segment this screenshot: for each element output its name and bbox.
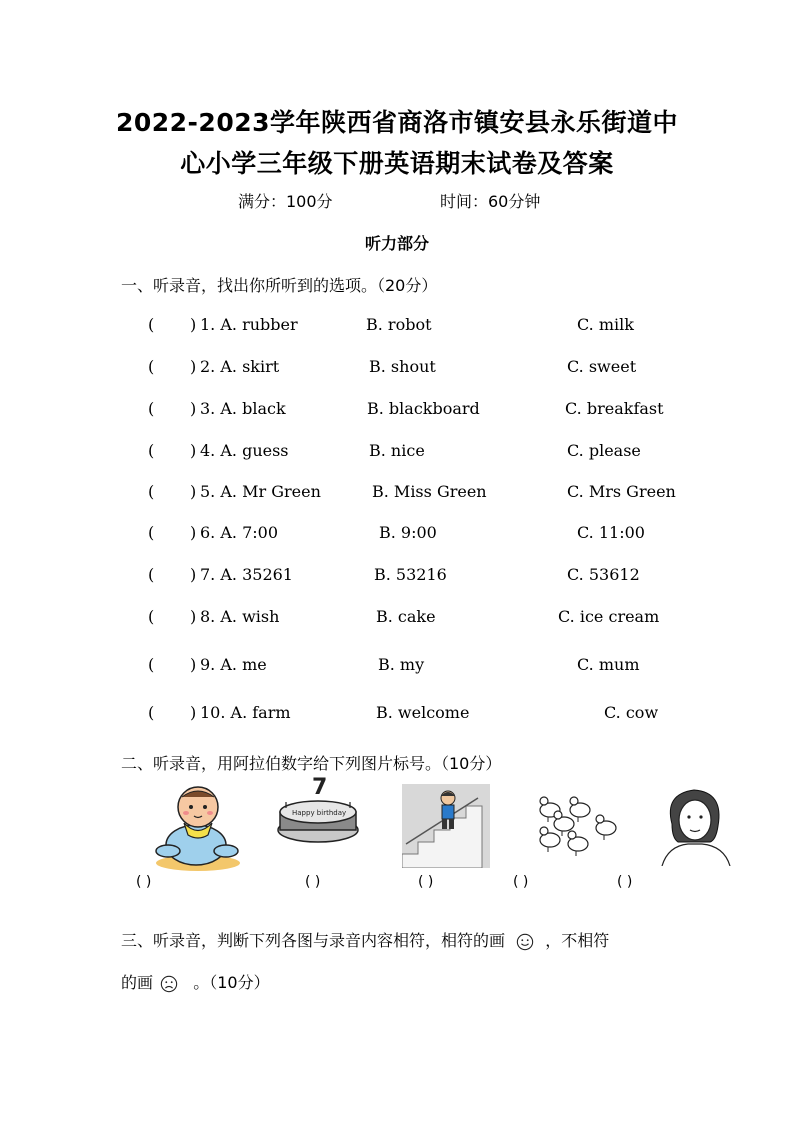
option-b: B. robot <box>366 315 432 334</box>
answer-paren-close: ) <box>190 607 197 626</box>
option-c: C. 11:00 <box>577 523 645 542</box>
section-2-heading: 二、听录音，用阿拉伯数字给下列图片标号。（10分） <box>121 754 502 773</box>
picture-2-answer[interactable]: ( ) <box>305 874 321 890</box>
exam-time: 时间：60分钟 <box>440 192 541 211</box>
option-c: C. milk <box>577 315 634 334</box>
option-b: B. nice <box>369 441 425 460</box>
option-c: C. breakfast <box>565 399 664 418</box>
answer-paren-close: ) <box>190 482 197 501</box>
option-a: 2. A. skirt <box>200 357 280 376</box>
option-a: 7. A. 35261 <box>200 565 293 584</box>
question-row <box>0 441 794 463</box>
section-3-heading-line-1 <box>121 928 609 951</box>
option-a: 6. A. 7:00 <box>200 523 279 542</box>
option-a: 9. A. me <box>200 655 267 674</box>
document-title-line-2: 心小学三年级下册英语期末试卷及答案 <box>180 149 614 178</box>
section-3-heading-line-2 <box>121 970 270 993</box>
answer-paren-close: ) <box>190 441 197 460</box>
answer-paren-close: ) <box>190 655 197 674</box>
option-b: B. blackboard <box>367 399 480 418</box>
answer-paren-open[interactable]: ( <box>148 315 155 334</box>
option-a: 5. A. Mr Green <box>200 482 321 501</box>
answer-paren-open[interactable]: ( <box>148 655 155 674</box>
answer-paren-close: ) <box>190 703 197 722</box>
woman-icon <box>654 784 734 866</box>
question-row <box>0 565 794 587</box>
question-row <box>0 523 794 545</box>
option-b: B. Miss Green <box>372 482 487 501</box>
boy-stairs-icon <box>402 784 490 868</box>
option-c: C. ice cream <box>558 607 660 626</box>
question-row <box>0 399 794 421</box>
section-1-heading: 一、听录音，找出你所听到的选项。（20分） <box>121 276 438 295</box>
question-row <box>0 315 794 337</box>
section-3-heading-line-2-part-2: 。（10分） <box>193 973 270 992</box>
birthday-cake-icon <box>276 772 360 852</box>
sad-face-icon <box>160 975 178 993</box>
answer-paren-open[interactable]: ( <box>148 482 155 501</box>
picture-3-answer[interactable]: ( ) <box>418 874 434 890</box>
option-a: 3. A. black <box>200 399 286 418</box>
option-b: B. shout <box>369 357 436 376</box>
option-b: B. welcome <box>376 703 470 722</box>
option-c: C. sweet <box>567 357 637 376</box>
smiley-face-icon <box>516 933 534 951</box>
answer-paren-open[interactable]: ( <box>148 607 155 626</box>
option-c: C. mum <box>577 655 640 674</box>
answer-paren-close: ) <box>190 357 197 376</box>
document-title-line-1: 2022-2023学年陕西省商洛市镇安县永乐街道中 <box>115 108 679 137</box>
option-a: 1. A. rubber <box>200 315 298 334</box>
answer-paren-open[interactable]: ( <box>148 523 155 542</box>
cake-number: 7 <box>312 775 328 800</box>
answer-paren-open[interactable]: ( <box>148 399 155 418</box>
answer-paren-open[interactable]: ( <box>148 441 155 460</box>
option-a: 10. A. farm <box>200 703 291 722</box>
cake-text: Happy birthday <box>292 809 347 817</box>
option-b: B. 53216 <box>374 565 447 584</box>
section-3-heading-part-1: 三、听录音，判断下列各图与录音内容相符，相符的画 <box>121 931 506 950</box>
section-3-heading-part-2: ，不相符 <box>545 931 610 950</box>
answer-paren-close: ) <box>190 399 197 418</box>
picture-4-answer[interactable]: ( ) <box>513 874 529 890</box>
baby-icon <box>148 783 248 873</box>
option-b: B. cake <box>376 607 436 626</box>
picture-5-answer[interactable]: ( ) <box>617 874 633 890</box>
full-score: 满分：100分 <box>238 192 333 211</box>
option-c: C. cow <box>604 703 659 722</box>
answer-paren-close: ) <box>190 565 197 584</box>
option-c: C. Mrs Green <box>567 482 676 501</box>
answer-paren-close: ) <box>190 523 197 542</box>
option-a: 4. A. guess <box>200 441 289 460</box>
option-c: C. please <box>567 441 641 460</box>
picture-1-answer[interactable]: ( ) <box>136 874 152 890</box>
section-3-heading-line-2-part-1: 的画 <box>121 973 154 992</box>
part-title: 听力部分 <box>364 234 429 253</box>
answer-paren-close: ) <box>190 315 197 334</box>
option-b: B. 9:00 <box>379 523 437 542</box>
question-row <box>0 703 794 725</box>
option-b: B. my <box>378 655 425 674</box>
question-row <box>0 482 794 504</box>
option-c: C. 53612 <box>567 565 640 584</box>
question-row <box>0 357 794 379</box>
answer-paren-open[interactable]: ( <box>148 357 155 376</box>
question-row <box>0 607 794 629</box>
question-row <box>0 655 794 677</box>
answer-paren-open[interactable]: ( <box>148 565 155 584</box>
chickens-icon <box>534 788 622 866</box>
option-a: 8. A. wish <box>200 607 280 626</box>
answer-paren-open[interactable]: ( <box>148 703 155 722</box>
